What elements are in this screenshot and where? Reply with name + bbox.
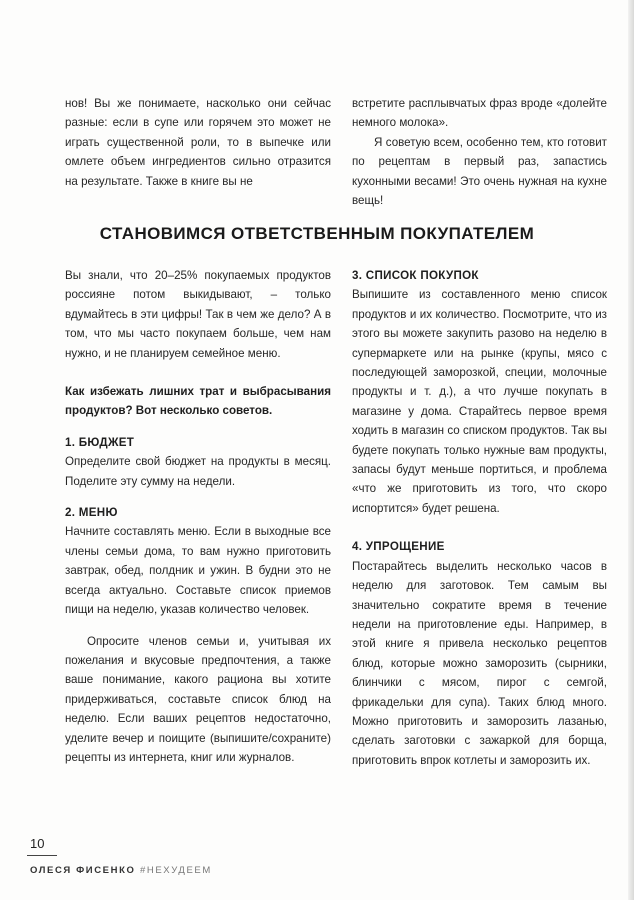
footer-rule: [27, 855, 57, 856]
footer-author: ОЛЕСЯ ФИСЕНКО: [30, 865, 136, 876]
simplification-paragraph: Постарайтесь выделить несколько часов в неделю для заготовок. Тем самым вы значительно сократите время в течение недели на приготовление еды. Например, в этой книге я привела несколько рецептов блюд, которые можно заморозить (сырники, блинчики с мясом, пирог с семгой, фрикадельки для супа). Таких блюд много. Можно приготовить и заморозить лазанью, сделать заготовки с зажаркой для борща, приготовить впрок котлеты и заморозить их.: [352, 559, 607, 767]
top-left-paragraph: нов! Вы же понимаете, насколько они сейчас разные: если в супе или горячем это может не играть существенной роли, то в выпечке или омлете объем ингредиентов сильно отразится на результате. Также в книге вы не: [65, 97, 331, 188]
page-number: 10: [30, 836, 45, 851]
intro-paragraph: Вы знали, что 20–25% покупаемых продуктов россияне потом выкидывают, – только вдумайтесь в эти цифры! Так в чем же дело? А в том, что мы часто покупаем больше, чем нам нужно, и не планируем семейное меню.: [65, 269, 331, 360]
top-right-paragraph-1: встретите расплывчатых фраз вроде «долейте немного молока».: [352, 97, 607, 130]
top-right-column: [352, 94, 607, 210]
question-heading: Как избежать лишних трат и выбрасывания продуктов? Вот несколько советов.: [65, 385, 331, 418]
top-right-paragraph-2: Я советую всем, особенно тем, кто готовит по рецептам в первый раз, запастись кухонными весами! Это очень нужная на кухне вещь!: [352, 135, 607, 208]
heading-budget: 1. БЮДЖЕТ: [65, 435, 135, 449]
footer-hashtag: #НЕХУДЕЕМ: [140, 865, 212, 876]
budget-paragraph: Определите свой бюджет на продукты в месяц. Поделите эту сумму на недели.: [65, 455, 331, 488]
left-column: [65, 266, 331, 767]
heading-menu: 2. МЕНЮ: [65, 506, 118, 520]
page-edge: [628, 0, 634, 900]
menu-paragraph-2: Опросите членов семьи и, учитывая их пожелания и вкусовые предпочтения, а также ваше понимание, какого рациона вы хотите придерживаться, составьте список блюд на неделю. Если ваших рецептов недостаточно, уделите вечер и поищите (выпишите/сохраните) рецепты из интернета, книг или журналов.: [65, 634, 331, 764]
menu-paragraph-1: Начните составлять меню. Если в выходные все члены семьи дома, то вам нужно приготовить завтрак, обед, полдник и ужин. В будни это не всегда актуально. Составьте список приемов пищи на неделю, указав количество человек.: [65, 525, 331, 617]
shopping-list-paragraph: Выпишите из составленного меню список продуктов и их количество. Посмотрите, что из этого вы можете закупить разово на неделю в супермаркете или на рынке (крупы, мясо с последующей заморозкой, специи, молочные продукты и т. д.), а что лучше покупать в магазине у дома. Старайтесь первое время ходить в магазин со списком продуктов. Так вы будете покупать только нужные вам продукты, запасы будут меньше портиться, и проблема «что же приготовить из того, что скоро испортится» будет решена.: [352, 288, 607, 515]
right-column: [352, 266, 607, 770]
heading-simplification: 4. УПРОЩЕНИЕ: [352, 540, 445, 554]
section-title: СТАНОВИМСЯ ОТВЕТСТВЕННЫМ ПОКУПАТЕЛЕМ: [99, 224, 535, 243]
top-left-column: [65, 94, 331, 191]
heading-shopping-list: 3. СПИСОК ПОКУПОК: [352, 269, 479, 282]
